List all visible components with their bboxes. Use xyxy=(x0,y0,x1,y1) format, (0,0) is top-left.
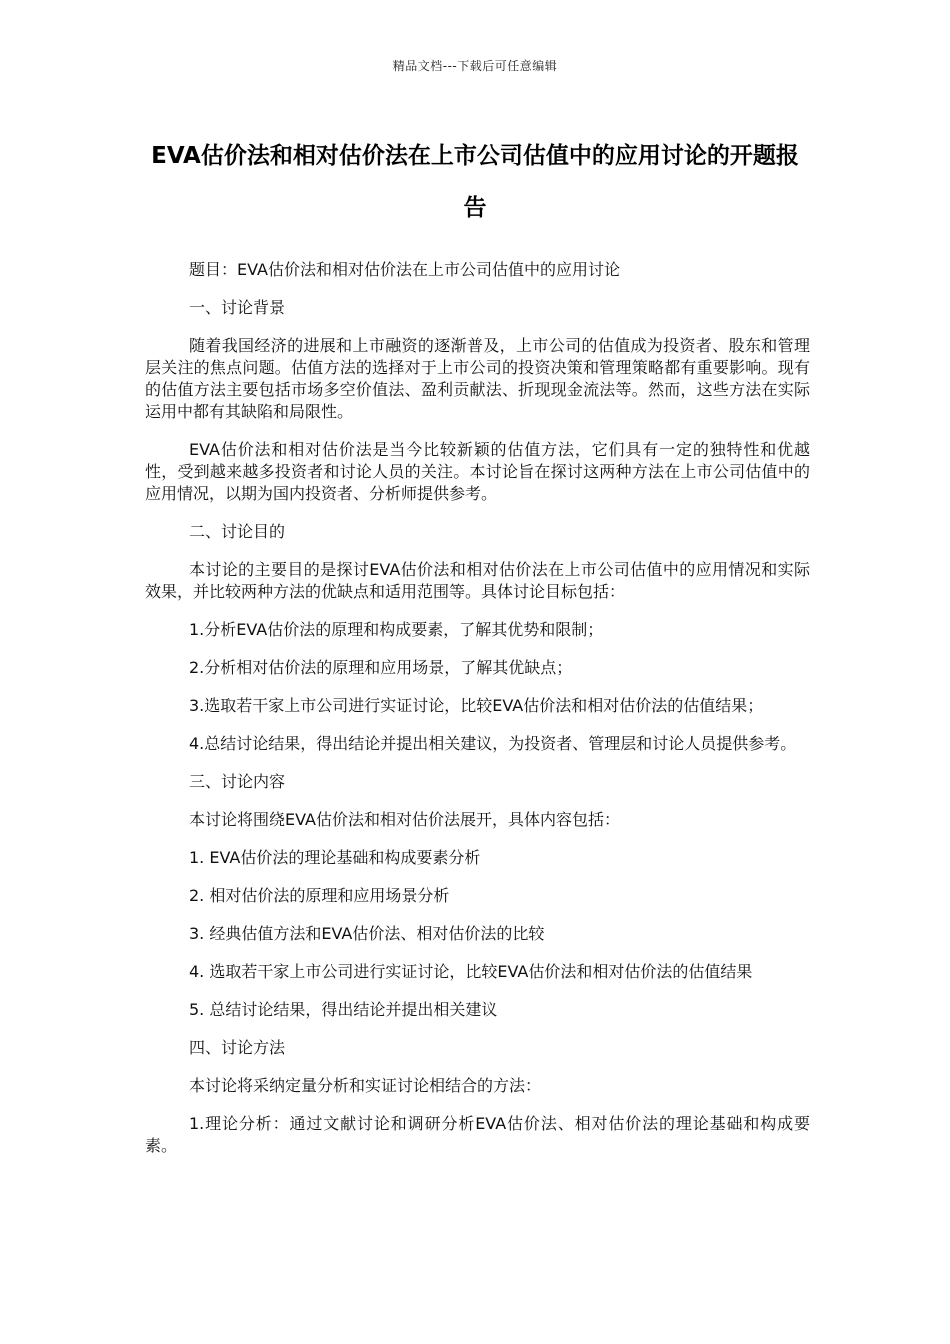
method-item-1: 1.理论分析：通过文献讨论和调研分析EVA估价法、相对估价法的理论基础和构成要素。 xyxy=(145,1114,810,1155)
purpose-item-3: 3.选取若干家上市公司进行实证讨论，比较EVA估价法和相对估价法的估值结果； xyxy=(189,696,764,715)
section-heading-background: 一、讨论背景 xyxy=(189,298,286,317)
content-intro: 本讨论将围绕EVA估价法和相对估价法展开，具体内容包括： xyxy=(189,810,620,829)
topic-line: 题目：EVA估价法和相对估价法在上市公司估值中的应用讨论 xyxy=(189,260,620,279)
purpose-item-4: 4.总结讨论结果，得出结论并提出相关建议，为投资者、管理层和讨论人员提供参考。 xyxy=(189,734,797,753)
method-intro: 本讨论将采纳定量分析和实证讨论相结合的方法： xyxy=(189,1076,542,1095)
purpose-paragraph: 本讨论的主要目的是探讨EVA估价法和相对估价法在上市公司估值中的应用情况和实际效果，并比较两种方法的优缺点和适用范围等。具体讨论目标包括： xyxy=(145,560,810,601)
content-item-3: 3. 经典估值方法和EVA估价法、相对估价法的比较 xyxy=(189,924,545,943)
background-paragraph-1: 随着我国经济的进展和上市融资的逐渐普及，上市公司的估值成为投资者、股东和管理层关注的焦点问题。估值方法的选择对于上市公司的投资决策和管理策略都有重要影响。现有的估值方法主要包括市场多空价值法、盈利贡献法、折现现金流法等。然而，这些方法在实际运用中都有其缺陷和局限性。 xyxy=(145,336,810,421)
background-paragraph-2: EVA估价法和相对估价法是当今比较新颖的估值方法，它们具有一定的独特性和优越性，受到越来越多投资者和讨论人员的关注。本讨论旨在探讨这两种方法在上市公司估值中的应用情况，以期为国内投资者、分析师提供参考。 xyxy=(145,440,810,503)
section-heading-purpose: 二、讨论目的 xyxy=(189,522,286,541)
document-body xyxy=(145,259,810,1173)
content-item-2: 2. 相对估价法的原理和应用场景分析 xyxy=(189,886,450,905)
section-heading-content: 三、讨论内容 xyxy=(189,772,286,791)
section-heading-method: 四、讨论方法 xyxy=(189,1038,286,1057)
content-item-5: 5. 总结讨论结果，得出结论并提出相关建议 xyxy=(189,1000,498,1019)
header-note: 精品文档---下载后可任意编辑 xyxy=(392,59,558,73)
document-title: EVA估价法和相对估价法在上市公司估值中的应用讨论的开题报告 xyxy=(151,143,799,221)
purpose-item-1: 1.分析EVA估价法的原理和构成要素，了解其优势和限制； xyxy=(189,620,604,639)
content-item-1: 1. EVA估价法的理论基础和构成要素分析 xyxy=(189,848,481,867)
purpose-item-2: 2.分析相对估价法的原理和应用场景，了解其优缺点； xyxy=(189,658,573,677)
content-item-4: 4. 选取若干家上市公司进行实证讨论，比较EVA估价法和相对估价法的估值结果 xyxy=(189,962,753,981)
